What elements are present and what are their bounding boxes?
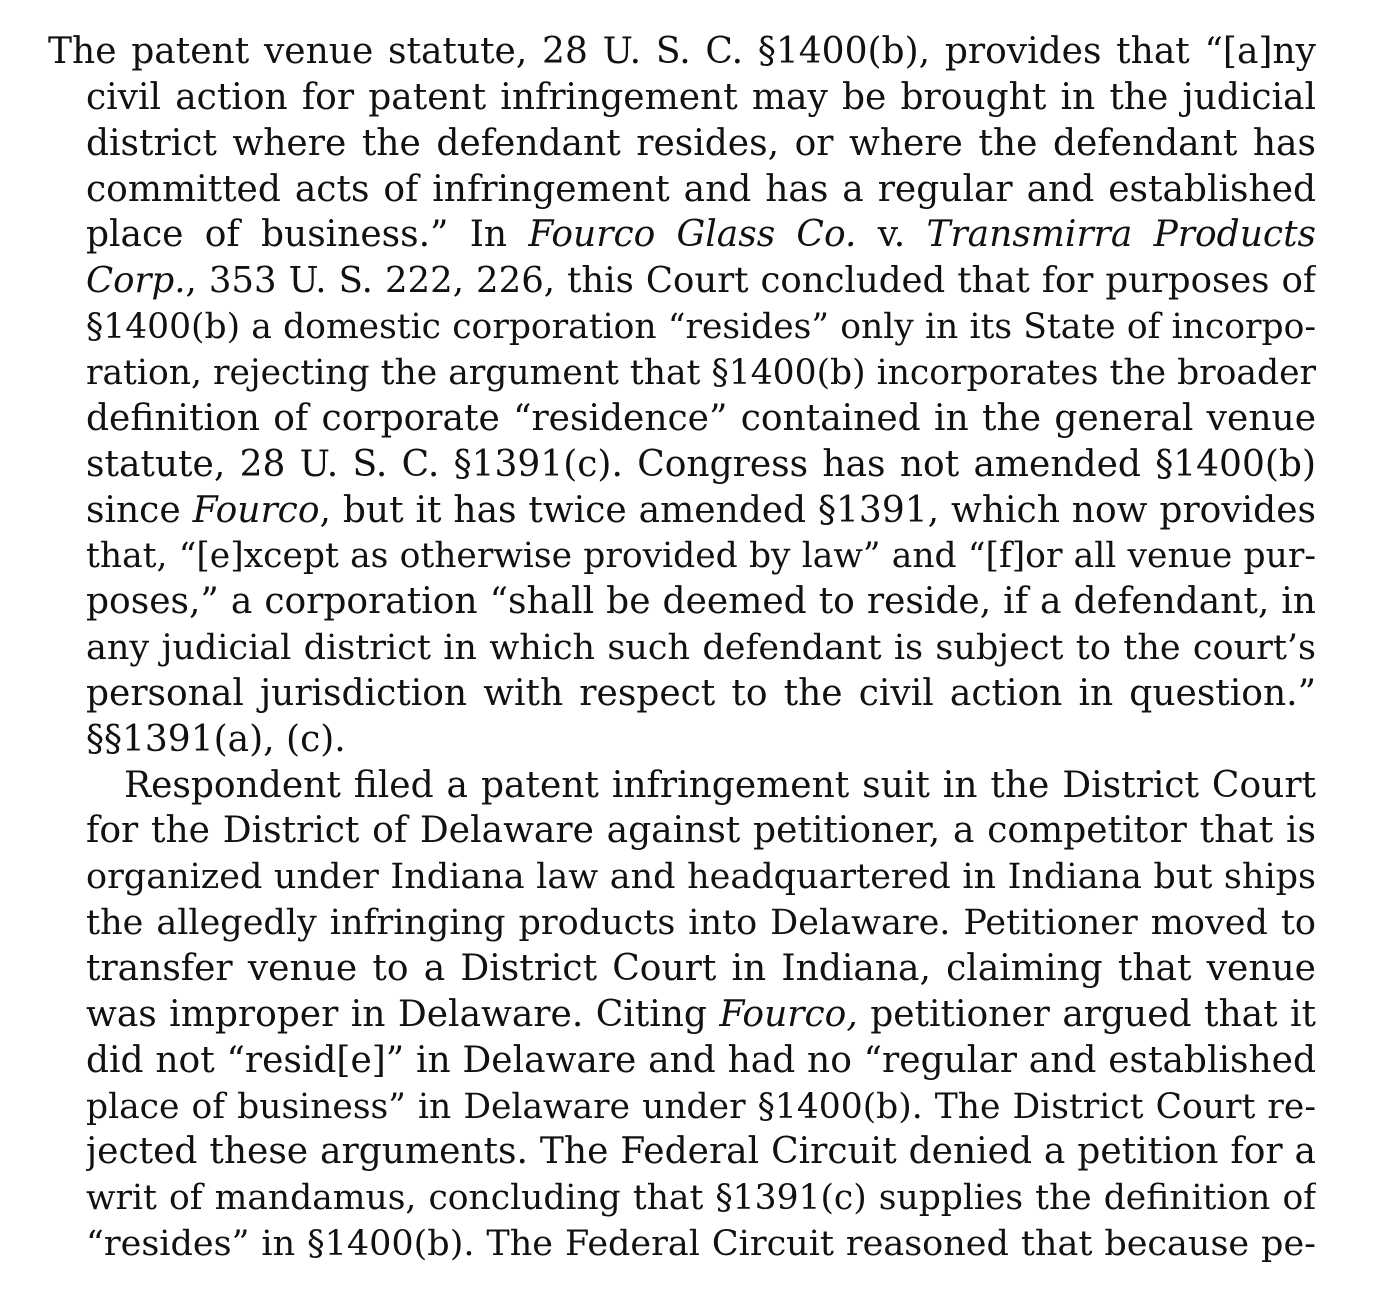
text-segment: did not “resid[e]” in Delaware and had no “regular and established bbox=[86, 1039, 1316, 1081]
text-segment: ration, rejecting the argument that §1400(b) incorporates the broader bbox=[86, 352, 1316, 393]
text-line bbox=[86, 488, 1316, 534]
text-segment: district where the defendant resides, or where the defendant has bbox=[86, 122, 1316, 164]
text-segment: place of business.” In bbox=[86, 214, 529, 256]
text-segment: civil action for patent infringement may be brought in the judicial bbox=[86, 76, 1316, 118]
text-line bbox=[86, 258, 1316, 304]
text-segment: “resides” in §1400(b). The Federal Circuit reasoned that because pe- bbox=[86, 1224, 1316, 1265]
text-segment: The patent venue statute, 28 U. S. C. §1400(b), provides that “[a]ny bbox=[48, 31, 1316, 72]
text-line bbox=[86, 671, 1316, 717]
text-line bbox=[86, 1084, 1316, 1130]
text-segment: writ of mandamus, concluding that §1391(c) supplies the definition of bbox=[86, 1178, 1316, 1219]
text-line bbox=[86, 1038, 1316, 1084]
text-line bbox=[86, 304, 1316, 350]
text-line bbox=[86, 854, 1316, 900]
text-segment: definition of corporate “residence” contained in the general venue bbox=[86, 397, 1316, 439]
text-line bbox=[124, 763, 1316, 809]
text-line bbox=[86, 946, 1316, 992]
text-line bbox=[86, 75, 1316, 121]
italic-citation: Fourco Glass Co. bbox=[528, 214, 857, 256]
text-line bbox=[86, 396, 1316, 442]
text-segment: any judicial district in which such defendant is subject to the court’s bbox=[86, 628, 1316, 669]
text-line bbox=[86, 1129, 1316, 1175]
italic-citation: Fourco bbox=[192, 489, 320, 531]
text-segment: organized under Indiana law and headquartered in Indiana but ships bbox=[86, 857, 1316, 898]
text-segment: statute, 28 U. S. C. §1391(c). Congress has not amended §1400(b) bbox=[86, 443, 1316, 485]
text-line bbox=[86, 992, 1316, 1038]
text-segment: for the District of Delaware against petitioner, a competitor that is bbox=[86, 810, 1316, 852]
text-segment: §§1391(a), (c). bbox=[86, 718, 346, 760]
text-segment: the allegedly infringing products into Delaware. Petitioner moved to bbox=[86, 903, 1316, 944]
text-segment: §1400(b) a domestic corporation “resides” only in its State of incorpo- bbox=[86, 307, 1316, 348]
text-segment: that, “[e]xcept as otherwise provided by law” and “[f]or all venue pur- bbox=[86, 536, 1316, 577]
text-line bbox=[86, 579, 1316, 625]
italic-citation: Fourco, bbox=[719, 993, 858, 1035]
text-segment: since bbox=[86, 489, 193, 531]
italic-citation: Transmirra Products bbox=[926, 214, 1316, 256]
text-line bbox=[86, 808, 1316, 854]
text-line bbox=[86, 167, 1316, 213]
text-line bbox=[86, 212, 1316, 258]
text-segment: poses,” a corporation “shall be deemed to reside, if a defendant, in bbox=[86, 581, 1316, 623]
text-segment: committed acts of infringement and has a regular and established bbox=[86, 168, 1316, 210]
text-line bbox=[86, 1175, 1316, 1221]
text-segment: personal jurisdiction with respect to the civil action in question.” bbox=[86, 672, 1316, 714]
italic-citation: Corp. bbox=[86, 260, 186, 302]
text-segment: , but it has twice amended §1391, which now provides bbox=[319, 489, 1316, 531]
text-segment: v. bbox=[856, 214, 927, 256]
text-line bbox=[86, 533, 1316, 579]
text-line bbox=[86, 717, 1316, 763]
text-line bbox=[86, 442, 1316, 488]
text-line bbox=[86, 1221, 1316, 1267]
text-line bbox=[86, 900, 1316, 946]
text-segment: Respondent filed a patent infringement suit in the District Court bbox=[124, 764, 1316, 806]
text-line bbox=[86, 350, 1316, 396]
text-line bbox=[86, 625, 1316, 671]
text-line bbox=[86, 121, 1316, 167]
text-segment: , 353 U. S. 222, 226, this Court concluded that for purposes of bbox=[185, 260, 1316, 302]
text-segment: place of business” in Delaware under §1400(b). The District Court re- bbox=[86, 1086, 1316, 1127]
text-segment: petitioner argued that it bbox=[857, 993, 1316, 1035]
text-line bbox=[48, 29, 1316, 75]
text-segment: jected these arguments. The Federal Circuit denied a petition for a bbox=[86, 1131, 1316, 1173]
text-segment: transfer venue to a District Court in Indiana, claiming that venue bbox=[86, 948, 1316, 989]
text-segment: was improper in Delaware. Citing bbox=[86, 993, 720, 1035]
